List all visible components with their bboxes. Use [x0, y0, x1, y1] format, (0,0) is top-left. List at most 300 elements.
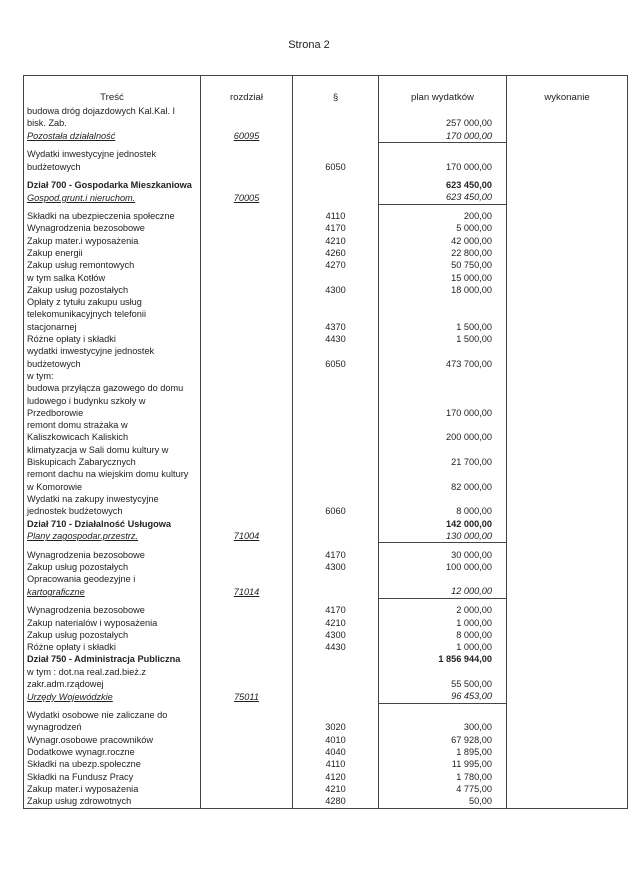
row-rozdzial [201, 518, 293, 530]
row-plan: 4 775,00 [379, 783, 507, 795]
col-desc-header: Treść [24, 76, 201, 106]
row-plan: 623 450,00 [379, 191, 507, 204]
table-row [24, 783, 628, 795]
table-row [24, 493, 628, 505]
row-rozdzial [201, 247, 293, 259]
row-wykonanie [507, 321, 628, 333]
row-paragraph: 4210 [293, 617, 379, 629]
row-desc: Wydatki inwestycyjne jednostek [24, 148, 201, 160]
row-plan: 50,00 [379, 795, 507, 808]
row-wykonanie [507, 210, 628, 222]
row-wykonanie [507, 130, 628, 143]
row-rozdzial [201, 431, 293, 443]
table-row [24, 734, 628, 746]
row-paragraph [293, 678, 379, 690]
row-wykonanie [507, 431, 628, 443]
table-row [24, 179, 628, 191]
row-rozdzial [201, 235, 293, 247]
row-paragraph [293, 456, 379, 468]
table-row [24, 530, 628, 543]
row-paragraph [293, 296, 379, 308]
row-wykonanie [507, 370, 628, 382]
row-wykonanie [507, 308, 628, 320]
row-paragraph: 4300 [293, 561, 379, 573]
row-wykonanie [507, 666, 628, 678]
row-wykonanie [507, 235, 628, 247]
table-row [24, 370, 628, 382]
row-wykonanie [507, 345, 628, 357]
row-desc: Wynagrodzenia bezosobowe [24, 549, 201, 561]
row-plan: 1 000,00 [379, 641, 507, 653]
row-plan: 170 000,00 [379, 161, 507, 173]
row-rozdzial [201, 284, 293, 296]
row-plan: 21 700,00 [379, 456, 507, 468]
row-rozdzial [201, 308, 293, 320]
row-rozdzial [201, 395, 293, 407]
row-desc: Zakup usług pozostałych [24, 561, 201, 573]
row-rozdzial [201, 629, 293, 641]
row-desc: Kaliszkowicach Kaliskich [24, 431, 201, 443]
table-row [24, 358, 628, 370]
row-plan: 1 856 944,00 [379, 653, 507, 665]
row-plan: 300,00 [379, 721, 507, 733]
row-desc: klimatyzacja w Sali domu kultury w [24, 444, 201, 456]
row-rozdzial: 71014 [201, 585, 293, 598]
row-paragraph [293, 530, 379, 543]
row-rozdzial [201, 333, 293, 345]
row-rozdzial [201, 117, 293, 129]
row-plan: 257 000,00 [379, 117, 507, 129]
row-paragraph [293, 709, 379, 721]
row-desc: Pozostała działalność [24, 130, 201, 143]
row-wykonanie [507, 709, 628, 721]
row-paragraph [293, 493, 379, 505]
row-wykonanie [507, 444, 628, 456]
row-rozdzial [201, 296, 293, 308]
row-rozdzial [201, 210, 293, 222]
row-wykonanie [507, 505, 628, 517]
table-row [24, 117, 628, 129]
row-paragraph: 4170 [293, 549, 379, 561]
row-desc: remont domu strażaka w [24, 419, 201, 431]
row-rozdzial [201, 678, 293, 690]
row-desc: Zakup usług pozostałych [24, 284, 201, 296]
row-rozdzial [201, 345, 293, 357]
row-paragraph [293, 105, 379, 117]
row-desc: Składki na Fundusz Pracy [24, 771, 201, 783]
table-row [24, 259, 628, 271]
row-rozdzial [201, 222, 293, 234]
row-desc: ludowego i budynku szkoły w [24, 395, 201, 407]
row-paragraph: 4170 [293, 222, 379, 234]
row-paragraph [293, 272, 379, 284]
row-rozdzial: 75011 [201, 690, 293, 703]
row-paragraph: 4300 [293, 629, 379, 641]
row-desc: Dział 750 - Administracja Publiczna [24, 653, 201, 665]
row-plan: 30 000,00 [379, 549, 507, 561]
row-plan: 5 000,00 [379, 222, 507, 234]
row-plan: 55 500,00 [379, 678, 507, 690]
table-row [24, 604, 628, 616]
row-plan [379, 296, 507, 308]
row-plan [379, 419, 507, 431]
row-paragraph: 4280 [293, 795, 379, 808]
row-wykonanie [507, 481, 628, 493]
row-rozdzial [201, 105, 293, 117]
row-rozdzial [201, 456, 293, 468]
row-rozdzial [201, 161, 293, 173]
table-row [24, 284, 628, 296]
row-wykonanie [507, 604, 628, 616]
row-rozdzial [201, 666, 293, 678]
row-desc: Opłaty z tytułu zakupu usług [24, 296, 201, 308]
table-row [24, 345, 628, 357]
row-wykonanie [507, 629, 628, 641]
row-paragraph: 6050 [293, 161, 379, 173]
row-plan: 8 000,00 [379, 629, 507, 641]
page-number: Strona 2 [288, 39, 330, 51]
row-plan: 100 000,00 [379, 561, 507, 573]
row-paragraph [293, 573, 379, 585]
row-desc: budowa przyłącza gazowego do domu [24, 382, 201, 394]
row-rozdzial [201, 444, 293, 456]
row-wykonanie [507, 758, 628, 770]
row-desc: Opracowania geodezyjne i [24, 573, 201, 585]
row-desc: telekomunikacyjnych telefonii [24, 308, 201, 320]
row-wykonanie [507, 493, 628, 505]
row-plan: 200,00 [379, 210, 507, 222]
row-plan [379, 105, 507, 117]
col-paragraph-header: § [293, 76, 379, 106]
row-desc: Zakup mater.i wyposażenia [24, 235, 201, 247]
row-desc: w tym salka Kotłów [24, 272, 201, 284]
row-desc: Urzędy Wojewódzkie [24, 690, 201, 703]
row-rozdzial [201, 734, 293, 746]
row-desc: budowa dróg dojazdowych Kal.Kal. I [24, 105, 201, 117]
row-wykonanie [507, 549, 628, 561]
row-paragraph [293, 191, 379, 204]
row-desc: Wynagr.osobowe pracowników [24, 734, 201, 746]
row-plan [379, 370, 507, 382]
row-rozdzial [201, 407, 293, 419]
row-wykonanie [507, 407, 628, 419]
row-rozdzial [201, 179, 293, 191]
row-desc: w tym: [24, 370, 201, 382]
row-desc: Zakup usług pozostałych [24, 629, 201, 641]
row-paragraph: 4430 [293, 333, 379, 345]
table-row [24, 148, 628, 160]
row-desc: Zakup mater.i wyposażenia [24, 783, 201, 795]
row-plan: 82 000,00 [379, 481, 507, 493]
row-wykonanie [507, 179, 628, 191]
row-desc: Wynagrodzenia bezosobowe [24, 604, 201, 616]
row-paragraph: 4170 [293, 604, 379, 616]
table-row [24, 105, 628, 117]
row-rozdzial [201, 370, 293, 382]
row-plan: 12 000,00 [379, 585, 507, 598]
row-paragraph: 4210 [293, 235, 379, 247]
row-desc: Wydatki osobowe nie zaliczane do [24, 709, 201, 721]
table-row [24, 191, 628, 204]
table-body [24, 105, 628, 808]
row-wykonanie [507, 641, 628, 653]
row-paragraph [293, 666, 379, 678]
row-wykonanie [507, 734, 628, 746]
table-row [24, 573, 628, 585]
row-plan: 170 000,00 [379, 407, 507, 419]
row-plan: 1 500,00 [379, 321, 507, 333]
row-desc: Dodatkowe wynagr.roczne [24, 746, 201, 758]
row-desc: budżetowych [24, 161, 201, 173]
row-wykonanie [507, 148, 628, 160]
table-row [24, 419, 628, 431]
row-rozdzial [201, 653, 293, 665]
row-desc: w tym : dot.na real.zad.bież.z [24, 666, 201, 678]
row-wykonanie [507, 653, 628, 665]
row-wykonanie [507, 105, 628, 117]
row-desc: Dział 700 - Gospodarka Mieszkaniowa [24, 179, 201, 191]
row-paragraph [293, 382, 379, 394]
row-rozdzial [201, 746, 293, 758]
table-row [24, 518, 628, 530]
row-paragraph: 4040 [293, 746, 379, 758]
table-row [24, 407, 628, 419]
col-rozdzial-header: rozdział [201, 76, 293, 106]
row-wykonanie [507, 530, 628, 543]
row-desc: bisk. Zab. [24, 117, 201, 129]
row-plan [379, 444, 507, 456]
row-rozdzial [201, 561, 293, 573]
row-paragraph: 3020 [293, 721, 379, 733]
row-plan: 130 000,00 [379, 530, 507, 543]
row-paragraph [293, 117, 379, 129]
row-desc: Biskupicach Zabarycznych [24, 456, 201, 468]
table-row [24, 678, 628, 690]
row-desc: Wynagrodzenia bezosobowe [24, 222, 201, 234]
row-plan: 2 000,00 [379, 604, 507, 616]
row-rozdzial: 71004 [201, 530, 293, 543]
table-row [24, 395, 628, 407]
table-row [24, 641, 628, 653]
row-paragraph: 4010 [293, 734, 379, 746]
row-plan: 142 000,00 [379, 518, 507, 530]
row-paragraph: 4370 [293, 321, 379, 333]
row-rozdzial [201, 641, 293, 653]
table-row [24, 585, 628, 598]
table-row [24, 210, 628, 222]
row-desc: Składki na ubezp.społeczne [24, 758, 201, 770]
row-wykonanie [507, 333, 628, 345]
table-row [24, 321, 628, 333]
row-desc: Zakup usług zdrowotnych [24, 795, 201, 808]
row-desc: kartograficzne [24, 585, 201, 598]
row-wykonanie [507, 296, 628, 308]
row-desc: wydatki inwestycyjne jednostek [24, 345, 201, 357]
row-rozdzial [201, 321, 293, 333]
row-plan: 42 000,00 [379, 235, 507, 247]
table-row [24, 481, 628, 493]
row-rozdzial [201, 382, 293, 394]
row-rozdzial [201, 721, 293, 733]
row-wykonanie [507, 456, 628, 468]
row-wykonanie [507, 561, 628, 573]
row-paragraph: 4120 [293, 771, 379, 783]
table-row [24, 444, 628, 456]
table-row [24, 709, 628, 721]
row-rozdzial [201, 795, 293, 808]
row-plan: 11 995,00 [379, 758, 507, 770]
table-row [24, 296, 628, 308]
row-paragraph [293, 130, 379, 143]
table-row [24, 561, 628, 573]
row-paragraph [293, 468, 379, 480]
row-rozdzial [201, 259, 293, 271]
row-desc: budżetowych [24, 358, 201, 370]
row-plan [379, 666, 507, 678]
row-rozdzial [201, 617, 293, 629]
row-paragraph [293, 179, 379, 191]
row-wykonanie [507, 191, 628, 204]
row-paragraph [293, 345, 379, 357]
row-desc: w Komorowie [24, 481, 201, 493]
row-wykonanie [507, 468, 628, 480]
row-rozdzial [201, 481, 293, 493]
table-row [24, 431, 628, 443]
row-desc: jednostek budżetowych [24, 505, 201, 517]
row-desc: Różne opłaty i składki [24, 333, 201, 345]
col-plan-header: plan wydatków [379, 76, 507, 106]
row-paragraph: 4110 [293, 210, 379, 222]
row-paragraph [293, 370, 379, 382]
row-wykonanie [507, 771, 628, 783]
row-plan: 473 700,00 [379, 358, 507, 370]
row-plan: 50 750,00 [379, 259, 507, 271]
row-plan: 1 000,00 [379, 617, 507, 629]
row-wykonanie [507, 783, 628, 795]
row-paragraph [293, 148, 379, 160]
row-desc: Składki na ubezpieczenia społeczne [24, 210, 201, 222]
row-paragraph: 4210 [293, 783, 379, 795]
table-row [24, 758, 628, 770]
table-row [24, 333, 628, 345]
row-paragraph: 4430 [293, 641, 379, 653]
row-paragraph: 6060 [293, 505, 379, 517]
row-wykonanie [507, 222, 628, 234]
table-row [24, 456, 628, 468]
table-row [24, 771, 628, 783]
row-rozdzial [201, 549, 293, 561]
row-wykonanie [507, 161, 628, 173]
budget-table [23, 75, 628, 809]
row-paragraph: 6050 [293, 358, 379, 370]
row-wykonanie [507, 395, 628, 407]
row-plan [379, 395, 507, 407]
row-plan: 22 800,00 [379, 247, 507, 259]
table-row [24, 666, 628, 678]
row-plan: 623 450,00 [379, 179, 507, 191]
row-wykonanie [507, 382, 628, 394]
row-desc: stacjonarnej [24, 321, 201, 333]
row-plan: 67 928,00 [379, 734, 507, 746]
row-plan [379, 573, 507, 585]
row-paragraph [293, 585, 379, 598]
row-paragraph [293, 690, 379, 703]
row-plan [379, 382, 507, 394]
row-plan [379, 709, 507, 721]
row-wykonanie [507, 746, 628, 758]
table-row [24, 617, 628, 629]
row-plan [379, 345, 507, 357]
table-row [24, 721, 628, 733]
row-desc: Zakup naterialów i wyposażenia [24, 617, 201, 629]
row-rozdzial: 60095 [201, 130, 293, 143]
row-desc: Przedborowie [24, 407, 201, 419]
row-wykonanie [507, 117, 628, 129]
row-plan [379, 308, 507, 320]
row-desc: remont dachu na wiejskim domu kultury [24, 468, 201, 480]
row-plan [379, 468, 507, 480]
row-rozdzial [201, 604, 293, 616]
row-plan: 8 000,00 [379, 505, 507, 517]
row-wykonanie [507, 247, 628, 259]
table-row [24, 272, 628, 284]
table-row [24, 505, 628, 517]
row-desc: Wydatki na zakupy inwestycyjne [24, 493, 201, 505]
row-desc: Plany zagospodar.przestrz. [24, 530, 201, 543]
row-plan: 200 000,00 [379, 431, 507, 443]
row-paragraph [293, 395, 379, 407]
row-wykonanie [507, 678, 628, 690]
row-desc: Dział 710 - Działalność Usługowa [24, 518, 201, 530]
col-wykonanie-header: wykonanie [507, 76, 628, 106]
table-row [24, 161, 628, 173]
row-plan: 18 000,00 [379, 284, 507, 296]
row-wykonanie [507, 259, 628, 271]
row-wykonanie [507, 617, 628, 629]
row-plan: 1 780,00 [379, 771, 507, 783]
table-row [24, 653, 628, 665]
row-wykonanie [507, 272, 628, 284]
row-plan: 96 453,00 [379, 690, 507, 703]
row-wykonanie [507, 585, 628, 598]
row-wykonanie [507, 419, 628, 431]
row-wykonanie [507, 573, 628, 585]
row-wykonanie [507, 721, 628, 733]
row-rozdzial [201, 771, 293, 783]
row-desc: Gospod.grunt.i nieruchom. [24, 191, 201, 204]
row-plan: 170 000,00 [379, 130, 507, 143]
row-rozdzial [201, 358, 293, 370]
row-paragraph: 4260 [293, 247, 379, 259]
row-desc: Zakup usług remontowych [24, 259, 201, 271]
row-rozdzial [201, 505, 293, 517]
row-paragraph [293, 518, 379, 530]
table-row [24, 130, 628, 143]
row-wykonanie [507, 358, 628, 370]
row-plan: 1 895,00 [379, 746, 507, 758]
table-row [24, 308, 628, 320]
table-row [24, 222, 628, 234]
row-desc: wynagrodzeń [24, 721, 201, 733]
table-row [24, 629, 628, 641]
row-rozdzial [201, 419, 293, 431]
table-row [24, 382, 628, 394]
row-wykonanie [507, 284, 628, 296]
row-paragraph [293, 653, 379, 665]
table-row [24, 690, 628, 703]
row-rozdzial [201, 493, 293, 505]
row-wykonanie [507, 795, 628, 808]
